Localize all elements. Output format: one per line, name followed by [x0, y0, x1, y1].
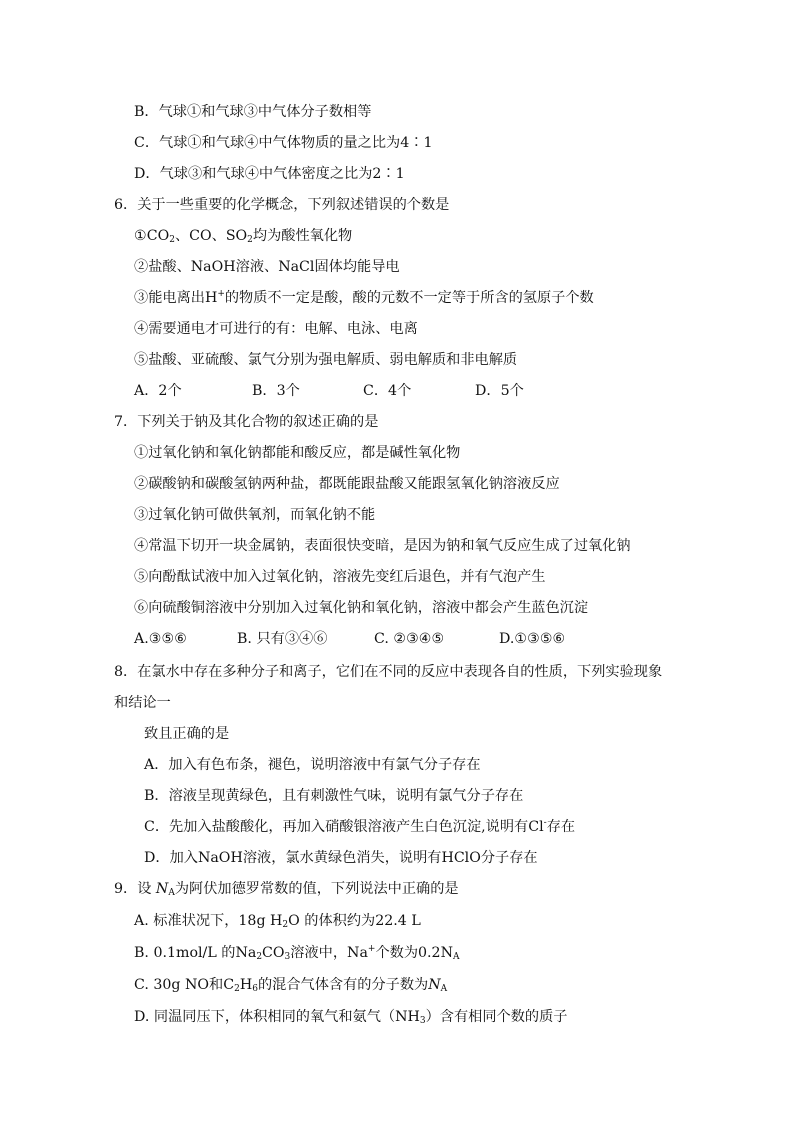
q7-statement-3: ③过氧化钠可做供氧剂，而氧化钠不能 — [134, 507, 376, 523]
q6-statement-2: ②盐酸、NaOH溶液、NaCl固体均能导电 — [134, 259, 400, 275]
q7-option-c: C. ②③④⑤ — [374, 631, 445, 647]
q9-option-a: A. 标准状况下，18g $H_2O$ 的体积约为22.4 L — [134, 913, 421, 930]
q5-option-d: D．气球③和气球④中气体密度之比为2∶1 — [134, 166, 405, 182]
q6-statement-3: ③能电离出H+的物质不一定是酸，酸的元数不一定等于所含的氢原子个数 — [134, 289, 594, 306]
q6-option-c: C．4个 — [363, 383, 412, 399]
q8-option-c: C．先加入盐酸酸化，再加入硝酸银溶液产生白色沉淀,说明有Cl-存在 — [144, 818, 576, 835]
q7-statement-4: ④常温下切开一块金属钠，表面很快变暗，是因为钠和氧气反应生成了过氧化钠 — [134, 538, 631, 554]
q7-option-b: B. 只有③④⑥ — [237, 631, 328, 647]
q9-stem: 9．设 $N_A$为阿伏加德罗常数的值，下列说法中正确的是 — [114, 881, 459, 898]
q7-option-d: D.①③⑤⑥ — [499, 631, 566, 647]
q9-option-b: B. 0.1mol/L 的$Na_2CO_3$溶液中，Na+个数为$0.2N_A$ — [134, 944, 460, 962]
q7-statement-6: ⑥向硫酸铜溶液中分别加入过氧化钠和氧化钠，溶液中都会产生蓝色沉淀 — [134, 600, 589, 616]
q8-option-d: D．加入NaOH溶液，氯水黄绿色消失，说明有HClO分子存在 — [144, 850, 538, 866]
q7-statement-5: ⑤向酚酞试液中加入过氧化钠，溶液先变红后退色，并有气泡产生 — [134, 569, 546, 585]
q7-stem: 7．下列关于钠及其化合物的叙述正确的是 — [114, 414, 379, 430]
q5-option-b: B．气球①和气球③中气体分子数相等 — [134, 104, 372, 120]
q7-statement-1: ①过氧化钠和氧化钠都能和酸反应，都是碱性氧化物 — [134, 445, 461, 461]
q7-statement-2: ②碳酸钠和碳酸氢钠两种盐，都既能跟盐酸又能跟氢氧化钠溶液反应 — [134, 476, 560, 492]
q6-option-b: B．3个 — [252, 383, 300, 399]
q6-statement-1: $①CO_2$、CO、$SO_2$均为酸性氧化物 — [134, 228, 353, 245]
q9-option-c: C. 30g NO和$C_2H_6$的混合气体含有的分子数为$N_A$ — [134, 977, 448, 994]
q5-option-c: C．气球①和气球④中气体物质的量之比为4∶1 — [134, 135, 433, 151]
q7-option-a: A.③⑤⑥ — [134, 631, 187, 647]
q6-statement-4: ④需要通电才可进行的有：电解、电泳、电离 — [134, 321, 418, 337]
q8-option-b: B．溶液呈现黄绿色，且有刺激性气味，说明有氯气分子存在 — [144, 788, 524, 804]
q8-stem-line-1: 8．在氯水中存在多种分子和离子，它们在不同的反应中表现各自的性质，下列实验现象 — [114, 664, 663, 680]
q6-option-a: A．2个 — [134, 383, 182, 399]
q8-stem-line-2: 和结论一 — [114, 695, 171, 711]
q8-stem-line-3: 致且正确的是 — [144, 726, 230, 742]
q6-stem: 6．关于一些重要的化学概念，下列叙述错误的个数是 — [114, 197, 450, 213]
q9-option-d: D. 同温同压下，体积相同的氧气和氨气$(NH_3)$含有相同个数的质子 — [134, 1009, 568, 1026]
q8-option-a: A．加入有色布条，褪色，说明溶液中有氯气分子存在 — [144, 757, 481, 773]
q6-statement-5: ⑤盐酸、亚硫酸、氯气分别为强电解质、弱电解质和非电解质 — [134, 352, 518, 368]
q6-option-d: D．5个 — [475, 383, 524, 399]
